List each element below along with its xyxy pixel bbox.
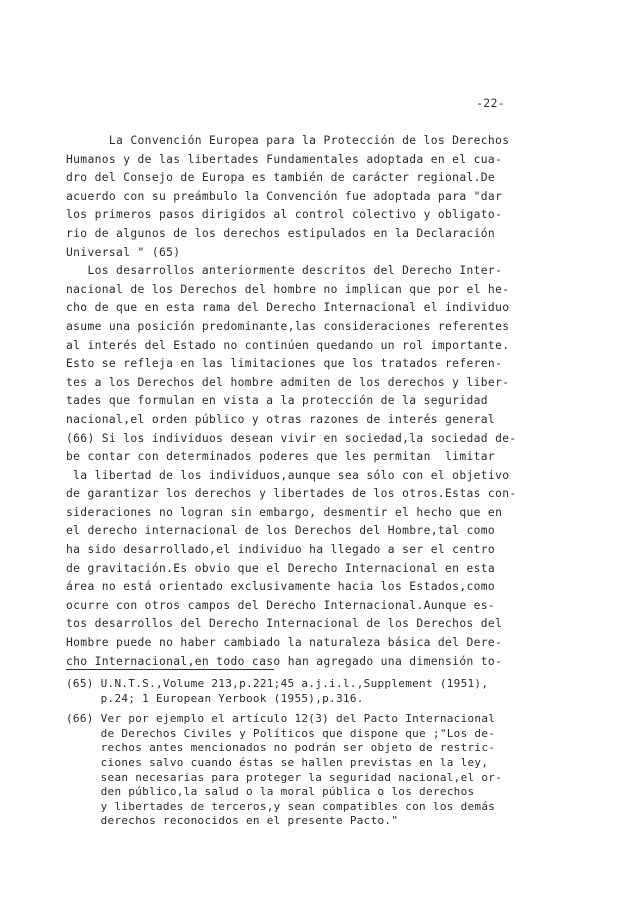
body-line: cho Internacional,en todo caso han agregado una dimensión to-: [66, 654, 503, 668]
body-line: sideraciones no logran sin embargo, desmentir el hecho que en: [66, 505, 503, 519]
body-line: La Convención Europea para la Protección de los Derechos: [66, 134, 510, 147]
footnote-line: p.24; 1 European Yerbook (1955),p.316.: [66, 691, 364, 705]
page-number: -22-: [476, 96, 505, 110]
body-line: tos desarrollos del Derecho Internacional de los Derechos del: [66, 617, 503, 631]
body-line: Hombre puede no haber cambiado la naturaleza básica del Dere-: [66, 636, 503, 650]
body-line: al interés del Estado no continúen quedando un rol importante.: [66, 338, 510, 352]
body-line: acuerdo con su preámbulo la Convención fue adoptada para "dar: [66, 189, 503, 203]
body-line: asume una posición predominante,las consideraciones referentes: [66, 319, 510, 333]
body-line: (66) Si los individuos desean vivir en sociedad,la sociedad de-: [66, 431, 517, 445]
body-line: ocurre con otros campos del Derecho Internacional.Aunque es-: [66, 598, 496, 612]
footnote-66: [66, 712, 546, 829]
footnote-line: derechos reconocidos en el presente Pacto.": [66, 814, 399, 828]
footnote-line: sean necesarias para proteger la seguridad nacional,el or-: [66, 770, 503, 784]
body-line: rio de algunos de los derechos estipulados en la Declaración: [66, 226, 496, 240]
body-line: cho de que en esta rama del Derecho Internacional el individuo: [66, 301, 510, 315]
body-line: el derecho internacional de los Derechos del Hombre,tal como: [66, 524, 496, 538]
body-line: tes a los Derechos del hombre admiten de los derechos y liber-: [66, 375, 510, 389]
body-line: de garantizar los derechos y libertades de los otros.Estas con-: [66, 487, 517, 501]
body-line: be contar con determinados poderes que les permitan limitar: [66, 450, 496, 464]
body-line: ha sido desarrollado,el individuo ha llegado a ser el centro: [66, 543, 496, 557]
footnote-line: rechos antes mencionados no podrán ser objeto de restric-: [66, 741, 496, 755]
footnotes: [66, 677, 546, 829]
body-line: dro del Consejo de Europa es también de carácter regional.De: [66, 171, 496, 185]
footnote-line: de Derechos Civiles y Políticos que dispone que ;"Los de-: [66, 726, 496, 740]
footnote-line: (66) Ver por ejemplo el artículo 12(3) del Pacto Internacional: [66, 712, 496, 726]
footnote-line: den público,la salud o la moral pública o los derechos: [66, 785, 475, 799]
body-line: la libertad de los individuos,aunque sea sólo con el objetivo: [66, 468, 510, 482]
body-text: [66, 132, 546, 671]
footnote-separator: [66, 669, 274, 670]
footnote-line: (65) U.N.T.S.,Volume 213,p.221;45 a.j.i.l.,Supplement (1951),: [66, 677, 489, 690]
body-line: los primeros pasos dirigidos al control colectivo y obligato-: [66, 208, 503, 222]
footnote-line: ciones salvo cuando éstas se hallen previstas en la ley,: [66, 755, 489, 769]
body-line: nacional,el orden público y otras razones de interés general: [66, 412, 496, 426]
body-line: área no está orientado exclusivamente hacia los Estados,como: [66, 580, 496, 594]
footnote-line: y libertades de terceros,y sean compatibles con los demás: [66, 799, 496, 813]
body-line: tades que formulan en vista a la protección de la seguridad: [66, 394, 488, 408]
body-line: de gravitación.Es obvio que el Derecho Internacional en esta: [66, 561, 496, 575]
body-line: Universal " (65): [66, 245, 181, 259]
body-line: Esto se refleja en las limitaciones que los tratados referen-: [66, 357, 503, 371]
body-line: nacional de los Derechos del hombre no implican que por el he-: [66, 282, 510, 296]
footnote-65: [66, 677, 546, 706]
body-line: Los desarrollos anteriormente descritos del Derecho Inter-: [66, 264, 503, 278]
body-line: Humanos y de las libertades Fundamentales adoptada en el cua-: [66, 152, 503, 166]
